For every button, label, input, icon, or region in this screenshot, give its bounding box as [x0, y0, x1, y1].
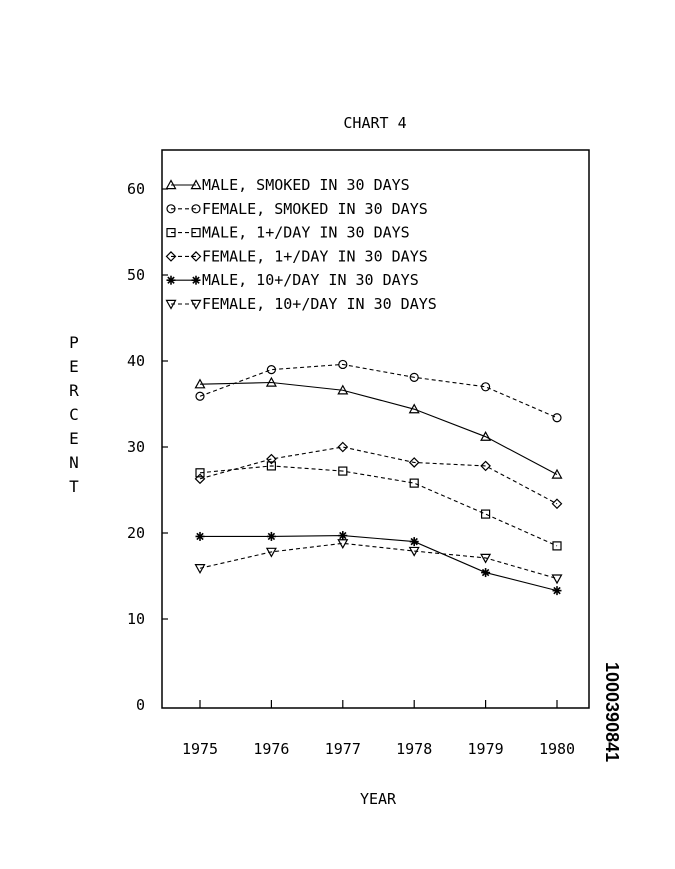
legend-label: FEMALE, SMOKED IN 30 DAYS: [202, 199, 428, 218]
x-tick-label: 1977: [324, 740, 361, 758]
legend-entry: [167, 271, 419, 289]
legend-entry: [167, 295, 437, 313]
square-marker: [482, 510, 490, 518]
triangle-down-marker: [553, 575, 562, 583]
x-axis-label: YEAR: [359, 790, 397, 808]
star-marker: [481, 568, 490, 577]
series-line: [200, 364, 557, 417]
y-axis-label-letter: P: [69, 333, 79, 352]
star-marker: [267, 532, 276, 541]
series-line: [200, 543, 557, 578]
x-tick-label: 1979: [467, 740, 504, 758]
y-axis-label: [69, 333, 79, 496]
series-4: [196, 443, 562, 509]
legend-label: MALE, 10+/DAY IN 30 DAYS: [202, 271, 419, 290]
legend-label: MALE, 1+/DAY IN 30 DAYS: [202, 223, 410, 242]
series-line: [200, 466, 557, 546]
document-id: 1000390841: [602, 662, 622, 763]
legend-entry: [167, 200, 428, 218]
series-5: [196, 531, 562, 595]
legend-entry: [167, 224, 410, 242]
circle-marker: [553, 414, 561, 422]
y-tick-label: 50: [126, 266, 145, 284]
triangle-down-marker: [196, 565, 205, 573]
y-axis-label-letter: R: [69, 381, 79, 400]
star-marker: [338, 531, 347, 540]
y-tick-label: 60: [126, 180, 145, 198]
y-axis-label-letter: E: [69, 357, 79, 376]
legend: [167, 176, 437, 313]
legend-label: FEMALE, 1+/DAY IN 30 DAYS: [202, 247, 428, 266]
legend-entry: [167, 176, 410, 194]
x-tick-label: 1975: [181, 740, 219, 758]
y-tick-label: 40: [126, 352, 145, 370]
series-2: [196, 360, 561, 421]
star-marker: [553, 586, 562, 595]
series-line: [200, 536, 557, 591]
legend-label: MALE, SMOKED IN 30 DAYS: [202, 176, 410, 194]
y-axis-label-letter: N: [69, 453, 79, 472]
y-axis-label-letter: E: [69, 429, 79, 448]
star-marker: [410, 537, 419, 546]
legend-label: FEMALE, 10+/DAY IN 30 DAYS: [202, 295, 437, 313]
y-tick-label: 10: [126, 610, 145, 628]
x-tick-label: 1978: [396, 740, 433, 758]
star-marker: [196, 532, 205, 541]
star-marker: [192, 276, 201, 285]
series-line: [200, 383, 557, 475]
x-tick-label: 1980: [538, 740, 576, 758]
y-axis-label-letter: T: [69, 477, 79, 496]
series-1: [196, 378, 562, 478]
series-line: [200, 447, 557, 504]
chart-title: CHART 4: [343, 114, 407, 132]
series-6: [196, 540, 562, 583]
x-tick-label: 1976: [253, 740, 290, 758]
legend-entry: [167, 247, 428, 265]
y-tick-label: 20: [126, 524, 145, 542]
y-tick-label: 0: [135, 696, 145, 714]
y-tick-label: 30: [126, 438, 145, 456]
star-marker: [167, 276, 176, 285]
y-axis-label-letter: C: [69, 405, 79, 424]
